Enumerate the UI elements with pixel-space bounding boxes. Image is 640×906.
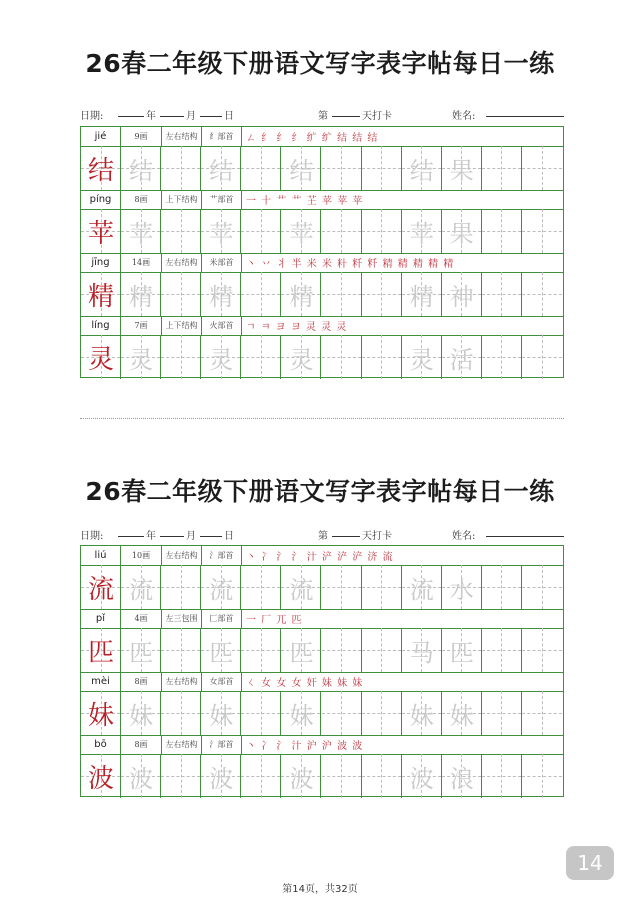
practice-cell[interactable]	[522, 628, 562, 672]
guide-line	[322, 357, 361, 358]
stroke-order: 丶 冫 氵 汁 沪 沪 波 波	[246, 741, 364, 752]
practice-cell[interactable]	[522, 565, 562, 609]
guide-line	[522, 650, 562, 651]
trace-character: 流	[289, 575, 314, 604]
practice-cell[interactable]	[482, 628, 522, 672]
char-info-row	[81, 316, 563, 336]
practice-cell[interactable]	[362, 335, 402, 379]
radical-label: 米部首	[202, 253, 242, 272]
guide-line	[241, 713, 280, 714]
trace-character: 结	[289, 156, 314, 185]
year-label: 年	[146, 531, 156, 542]
trace-character: 妹	[129, 701, 154, 730]
practice-cell[interactable]	[522, 335, 562, 379]
checkin-suffix: 天打卡	[362, 111, 392, 122]
practice-cell[interactable]	[322, 335, 362, 379]
guide-line	[362, 776, 401, 777]
guide-line	[522, 357, 562, 358]
practice-cell[interactable]	[362, 272, 402, 316]
trace-character: 灵	[209, 345, 234, 374]
name-label: 姓名:	[452, 531, 476, 542]
practice-cell[interactable]	[482, 272, 522, 316]
stroke-count: 14画	[121, 253, 162, 272]
char-info-row	[81, 546, 563, 566]
guide-line	[161, 650, 200, 651]
pinyin-label: pǐ	[81, 609, 121, 628]
practice-cell[interactable]	[161, 691, 201, 735]
practice-cell[interactable]	[161, 565, 201, 609]
practice-cell[interactable]	[161, 335, 201, 379]
guide-line	[362, 650, 401, 651]
radical-label: 艹部首	[202, 190, 242, 209]
practice-cell[interactable]	[241, 754, 281, 798]
checkin-prefix: 第	[318, 531, 328, 542]
practice-cell[interactable]	[482, 691, 522, 735]
word-character: 果	[449, 156, 474, 185]
guide-line	[482, 168, 521, 169]
practice-cell[interactable]	[241, 691, 281, 735]
guide-line	[362, 231, 401, 232]
practice-cell[interactable]	[322, 209, 362, 253]
word-character: 活	[449, 345, 474, 374]
guide-line	[522, 231, 562, 232]
model-character: 精	[88, 281, 115, 312]
guide-line	[322, 294, 361, 295]
practice-cell[interactable]	[522, 272, 562, 316]
sheet-2-meta	[80, 527, 564, 543]
practice-cell[interactable]	[241, 209, 281, 253]
practice-cell[interactable]	[522, 209, 562, 253]
word-character: 苹	[409, 219, 434, 248]
trace-character: 匹	[289, 638, 314, 667]
guide-line	[161, 587, 200, 588]
practice-cell[interactable]	[482, 335, 522, 379]
stroke-count: 10画	[121, 546, 162, 565]
practice-cell[interactable]	[362, 691, 402, 735]
char-info-row	[81, 253, 563, 273]
trace-character: 精	[289, 282, 314, 311]
radical-label: 火部首	[202, 316, 242, 335]
practice-cell[interactable]	[522, 691, 562, 735]
practice-cell[interactable]	[161, 272, 201, 316]
guide-line	[362, 713, 401, 714]
stroke-order: 一 厂 兀 匹	[246, 615, 303, 626]
practice-cell[interactable]	[322, 754, 362, 798]
day-label: 日	[224, 531, 234, 542]
char-practice-row	[81, 691, 563, 736]
trace-character: 流	[129, 575, 154, 604]
stroke-order: 丶 冫 氵 氵 汁 浐 浐 浐 济 流	[246, 552, 394, 563]
practice-cell[interactable]	[482, 754, 522, 798]
guide-line	[522, 713, 562, 714]
month-label: 月	[186, 531, 196, 542]
guide-line	[161, 294, 200, 295]
guide-line	[482, 650, 521, 651]
pinyin-label: mèi	[81, 672, 121, 691]
stroke-order: ㄱ ㅋ ヨ ヨ 灵 灵 灵	[246, 322, 348, 333]
trace-character: 波	[129, 764, 154, 793]
guide-line	[241, 357, 280, 358]
trace-character: 苹	[209, 219, 234, 248]
sheet-2-title: 26春二年级下册语文写字表字帖每日一练	[85, 477, 555, 506]
sheet-separator	[80, 418, 564, 419]
guide-line	[161, 168, 200, 169]
practice-cell[interactable]	[322, 272, 362, 316]
trace-character: 苹	[129, 219, 154, 248]
sheet-1-title: 26春二年级下册语文写字表字帖每日一练	[85, 49, 555, 78]
practice-cell[interactable]	[362, 754, 402, 798]
guide-line	[482, 713, 521, 714]
stroke-order: ㄥ 纟 纟 纟 纩 纩 结 结 结	[246, 133, 379, 144]
stroke-order: 丶 丷 丬 半 米 米 籵 粁 粁 精 精 精 精 精	[246, 259, 455, 270]
model-character: 苹	[88, 218, 115, 249]
trace-character: 苹	[289, 219, 314, 248]
word-character: 灵	[409, 345, 434, 374]
guide-line	[241, 650, 280, 651]
model-character: 结	[88, 155, 115, 186]
guide-line	[522, 776, 562, 777]
trace-character: 精	[209, 282, 234, 311]
trace-character: 结	[209, 156, 234, 185]
char-info-row	[81, 127, 563, 147]
char-practice-row	[81, 272, 563, 317]
stroke-count: 8画	[121, 735, 162, 754]
practice-cell[interactable]	[362, 628, 402, 672]
radical-label: 女部首	[202, 672, 242, 691]
structure-label: 左右结构	[162, 127, 202, 146]
structure-label: 上下结构	[162, 190, 202, 209]
guide-line	[241, 168, 280, 169]
practice-cell[interactable]	[241, 628, 281, 672]
practice-cell[interactable]	[362, 209, 402, 253]
guide-line	[161, 776, 200, 777]
stroke-count: 9画	[121, 127, 162, 146]
guide-line	[241, 587, 280, 588]
pinyin-label: liú	[81, 546, 121, 565]
guide-line	[482, 294, 521, 295]
name-label: 姓名:	[452, 111, 476, 122]
page-number-badge: 14	[566, 846, 614, 880]
guide-line	[161, 713, 200, 714]
char-practice-row	[81, 628, 563, 673]
trace-character: 精	[129, 282, 154, 311]
practice-cell[interactable]	[241, 565, 281, 609]
word-character: 妹	[449, 701, 474, 730]
guide-line	[482, 357, 521, 358]
structure-label: 左右结构	[162, 253, 202, 272]
date-label: 日期:	[80, 111, 104, 122]
guide-line	[482, 776, 521, 777]
structure-label: 左右结构	[162, 672, 202, 691]
structure-label: 左三包围	[162, 609, 202, 628]
guide-line	[322, 650, 361, 651]
char-info-row	[81, 190, 563, 210]
checkin-suffix: 天打卡	[362, 531, 392, 542]
sheet-2-practice-grid	[80, 545, 564, 797]
guide-line	[322, 168, 361, 169]
practice-cell[interactable]	[322, 565, 362, 609]
model-character: 灵	[88, 344, 115, 375]
model-character: 流	[88, 574, 115, 605]
guide-line	[482, 587, 521, 588]
practice-cell[interactable]	[322, 628, 362, 672]
year-label: 年	[146, 111, 156, 122]
stroke-count: 8画	[121, 672, 162, 691]
stroke-count: 8画	[121, 190, 162, 209]
word-character: 水	[449, 575, 474, 604]
trace-character: 匹	[129, 638, 154, 667]
practice-cell[interactable]	[241, 146, 281, 190]
word-character: 波	[409, 764, 434, 793]
char-info-row	[81, 672, 563, 692]
guide-line	[362, 587, 401, 588]
radical-label: 纟部首	[202, 127, 242, 146]
guide-line	[322, 776, 361, 777]
guide-line	[322, 713, 361, 714]
practice-cell[interactable]	[161, 628, 201, 672]
sheet-1-meta	[80, 107, 564, 123]
month-label: 月	[186, 111, 196, 122]
guide-line	[362, 357, 401, 358]
word-character: 果	[449, 219, 474, 248]
practice-cell[interactable]	[362, 146, 402, 190]
word-character: 流	[409, 575, 434, 604]
word-character: 匹	[449, 638, 474, 667]
practice-cell[interactable]	[161, 146, 201, 190]
sheet-1-practice-grid	[80, 126, 564, 378]
word-character: 妹	[409, 701, 434, 730]
guide-line	[241, 776, 280, 777]
char-info-row	[81, 735, 563, 755]
guide-line	[161, 231, 200, 232]
guide-line	[362, 168, 401, 169]
model-character: 妹	[88, 700, 115, 731]
radical-label: 氵部首	[202, 735, 242, 754]
practice-cell[interactable]	[482, 565, 522, 609]
stroke-count: 7画	[121, 316, 162, 335]
char-practice-row	[81, 335, 563, 379]
guide-line	[322, 587, 361, 588]
practice-cell[interactable]	[161, 209, 201, 253]
practice-cell[interactable]	[322, 691, 362, 735]
practice-cell[interactable]	[322, 146, 362, 190]
word-character: 结	[409, 156, 434, 185]
guide-line	[241, 294, 280, 295]
char-info-row	[81, 609, 563, 629]
pinyin-label: píng	[81, 190, 121, 209]
structure-label: 左右结构	[162, 546, 202, 565]
guide-line	[522, 587, 562, 588]
practice-cell[interactable]	[362, 565, 402, 609]
trace-character: 波	[209, 764, 234, 793]
model-character: 波	[88, 763, 115, 794]
guide-line	[522, 294, 562, 295]
trace-character: 匹	[209, 638, 234, 667]
trace-character: 灵	[289, 345, 314, 374]
checkin-prefix: 第	[318, 111, 328, 122]
trace-character: 波	[289, 764, 314, 793]
guide-line	[362, 294, 401, 295]
word-character: 神	[449, 282, 474, 311]
word-character: 精	[409, 282, 434, 311]
guide-line	[322, 231, 361, 232]
practice-cell[interactable]	[482, 146, 522, 190]
guide-line	[161, 357, 200, 358]
char-practice-row	[81, 565, 563, 610]
day-label: 日	[224, 111, 234, 122]
radical-label: 匚部首	[202, 609, 242, 628]
practice-cell[interactable]	[241, 272, 281, 316]
practice-cell[interactable]	[522, 754, 562, 798]
practice-cell[interactable]	[241, 335, 281, 379]
practice-cell[interactable]	[482, 209, 522, 253]
pinyin-label: jīng	[81, 253, 121, 272]
guide-line	[241, 231, 280, 232]
structure-label: 上下结构	[162, 316, 202, 335]
stroke-order: ㄑ 女 女 女 奸 妹 妹 妹	[246, 678, 364, 689]
structure-label: 左右结构	[162, 735, 202, 754]
guide-line	[522, 168, 562, 169]
word-character: 马	[409, 638, 434, 667]
trace-character: 妹	[289, 701, 314, 730]
page-footer: 第14页，共32页	[282, 884, 358, 895]
model-character: 匹	[88, 637, 115, 668]
trace-character: 灵	[129, 345, 154, 374]
pinyin-label: bō	[81, 735, 121, 754]
practice-cell[interactable]	[161, 754, 201, 798]
trace-character: 结	[129, 156, 154, 185]
date-label: 日期:	[80, 531, 104, 542]
word-character: 浪	[449, 764, 474, 793]
char-practice-row	[81, 209, 563, 254]
radical-label: 氵部首	[202, 546, 242, 565]
pinyin-label: jié	[81, 127, 121, 146]
char-practice-row	[81, 754, 563, 798]
char-practice-row	[81, 146, 563, 191]
pinyin-label: líng	[81, 316, 121, 335]
trace-character: 流	[209, 575, 234, 604]
practice-cell[interactable]	[522, 146, 562, 190]
stroke-order: 一 十 艹 艹 芏 苹 苹 苹	[246, 196, 364, 207]
guide-line	[482, 231, 521, 232]
trace-character: 妹	[209, 701, 234, 730]
stroke-count: 4画	[121, 609, 162, 628]
